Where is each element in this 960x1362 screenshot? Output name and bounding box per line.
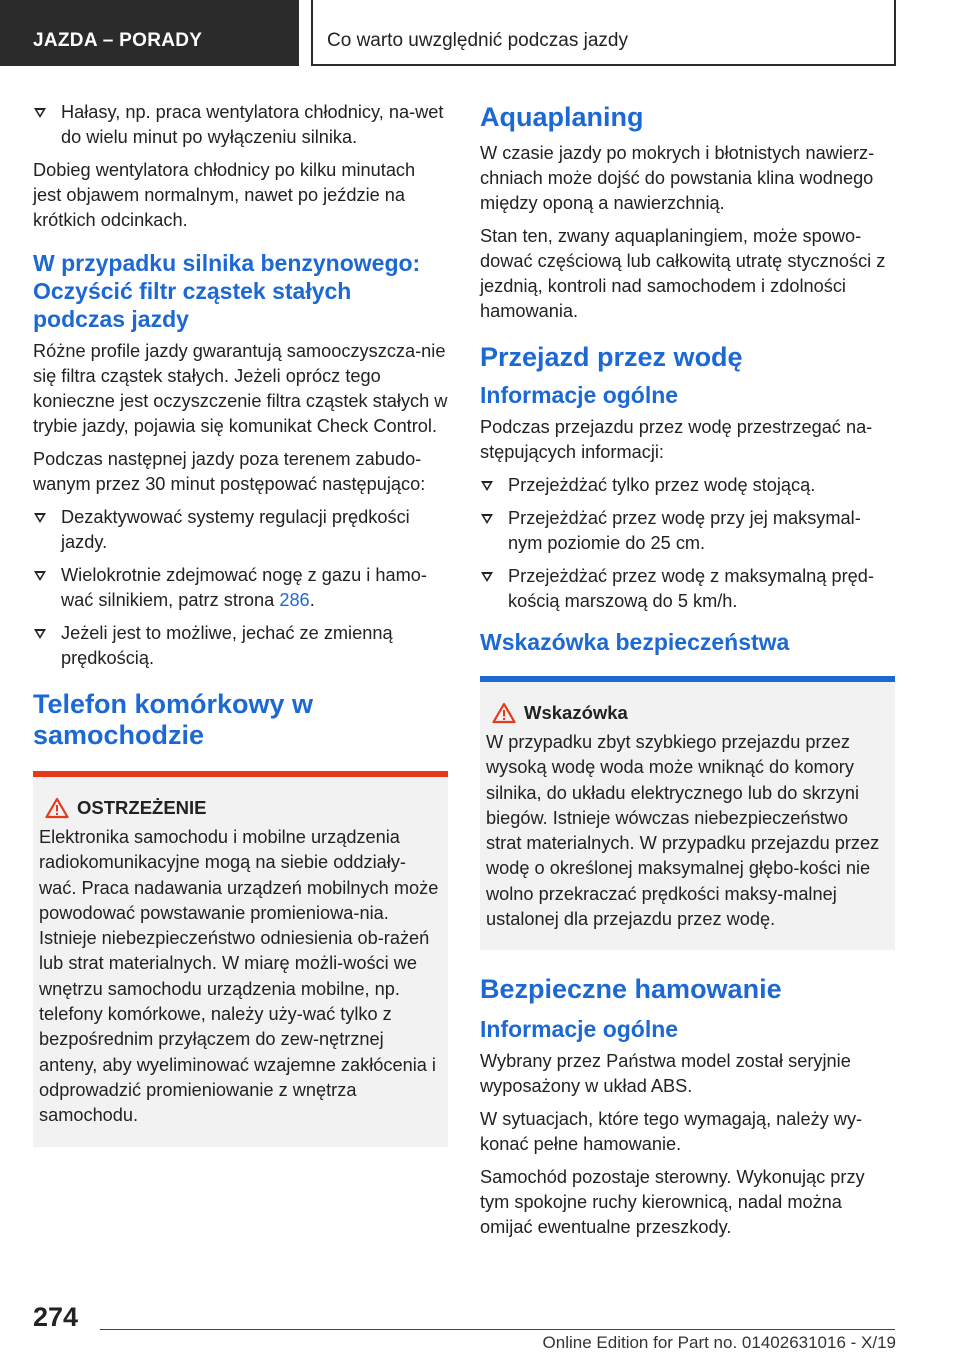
warning-title: OSTRZEŻENIE xyxy=(39,795,440,821)
list-item: Hałasy, np. praca wentylatora chłodnicy, na-wet do wielu minut po wyłączeniu silnika. xyxy=(33,100,448,150)
right-column xyxy=(480,100,895,1248)
chapter-title: Co warto uwzględnić podczas jazdy xyxy=(327,30,628,51)
bullet-triangle-icon xyxy=(481,514,493,524)
note-box xyxy=(480,676,895,950)
note-text: W przypadku zbyt szybkiego przejazdu przez wysoką wodę woda może wniknąć do komory silnika, do układu elektrycznego lub do skrzyni biegów. Istnieje wówczas niebezpieczeństwo strat materialnych. W przypadku przejazdu przez wodę o określonej maksymalnej głębo-kości nie wolno przekraczać prędkości maksy-malnej ustalonej dla przejazdu przez wodę. xyxy=(486,732,880,930)
section-title: JAZDA – PORADY xyxy=(33,30,203,51)
bullet-triangle-icon xyxy=(34,513,46,523)
bullet-triangle-icon xyxy=(34,108,46,118)
warning-triangle-icon xyxy=(45,797,69,819)
heading-mobile-phone: Telefon komórkowy w samochodzie xyxy=(33,689,314,750)
list-item: Dezaktywować systemy regulacji prędkości jazdy. xyxy=(33,505,448,555)
page-link[interactable]: 286 xyxy=(279,590,310,610)
paragraph: W sytuacjach, które tego wymagają, należy wy-konać pełne hamowanie. xyxy=(480,1109,863,1155)
heading-general-info: Informacje ogólne xyxy=(480,382,679,408)
bullet-triangle-icon xyxy=(34,629,46,639)
bullet-triangle-icon xyxy=(481,572,493,582)
heading-water-crossing: Przejazd przez wodę xyxy=(480,342,743,372)
list-item: Przejeżdżać przez wodę przy jej maksymal-nym poziomie do 25 cm. xyxy=(480,506,895,556)
section-tab xyxy=(0,0,299,66)
page-header xyxy=(0,0,960,66)
list-item: Przejeżdżać tylko przez wodę stojącą. xyxy=(480,473,895,498)
heading-particle-filter: W przypadku silnika benzynowego: Oczyścić filtr cząstek stałych podczas jazdy xyxy=(33,250,421,332)
bullet-triangle-icon xyxy=(34,571,46,581)
list-item: Przejeżdżać przez wodę z maksymalną pręd-kością marszową do 5 km/h. xyxy=(480,564,895,614)
paragraph: Wybrany przez Państwa model został seryjnie wyposażony w układ ABS. xyxy=(480,1051,851,1097)
paragraph: Stan ten, zwany aquaplaningiem, może spowo-dować częściową lub całkowitą utratę styczności z jezdnią, kontroli nad samochodem i zdolności hamowania. xyxy=(480,226,886,321)
footer-edition: Online Edition for Part no. 01402631016 - X/19 xyxy=(542,1333,896,1352)
chapter-tab xyxy=(311,0,896,66)
paragraph: W czasie jazdy po mokrych i błotnistych nawierz-chniach może dojść do powstania klina wodnego między oponą a nawierzchnią. xyxy=(480,143,875,213)
paragraph: Różne profile jazdy gwarantują samooczyszcza-nie się filtra cząstek stałych. Jeżeli oprócz tego konieczne jest oczyszczenie filtra cząstek stałych w trybie jazdy, pojawia się komunikat Check Control. xyxy=(33,341,448,436)
footer-divider xyxy=(100,1329,895,1330)
paragraph: Dobieg wentylatora chłodnicy po kilku minutach jest objawem normalnym, nawet po jeździe na krótkich odcinkach. xyxy=(33,160,416,230)
list-item: Wielokrotnie zdejmować nogę z gazu i hamo-wać silnikiem, patrz strona 286. xyxy=(33,563,448,613)
heading-aquaplaning: Aquaplaning xyxy=(480,102,644,132)
paragraph: Podczas przejazdu przez wodę przestrzegać na-stępujących informacji: xyxy=(480,417,873,462)
page-number: 274 xyxy=(33,1302,79,1332)
bullet-triangle-icon xyxy=(481,481,493,491)
warning-text: Elektronika samochodu i mobilne urządzenia radiokomunikacyjne mogą na siebie oddziały-wać. Praca nadawania urządzeń mobilnych może powodować powstawanie promieniowa-nia. Istnieje niebezpieczeństwo odniesienia ob-rażeń lub strat materialnych. W miarę możli-wości we wnętrzu samochodu urządzenia mobilne, np. telefony komórkowe, należy uży-wać tylko z bezpośrednim przyłączem do zew-nętrznej anteny, aby wyeliminować wzajemne zakłócenia i odprowadzić promieniowanie z wnętrza samochodu. xyxy=(39,827,439,1126)
note-title: Wskazówka xyxy=(486,700,887,726)
left-column xyxy=(33,100,448,1147)
heading-safety-note: Wskazówka bezpieczeństwa xyxy=(480,629,790,655)
warning-triangle-icon xyxy=(492,702,516,724)
paragraph: Samochód pozostaje sterowny. Wykonując przy tym spokojne ruchy kierownicą, nadal można omijać ewentualne przeszkody. xyxy=(480,1167,865,1238)
paragraph: Podczas następnej jazdy poza terenem zabudo-wanym przez 30 minut postępować następująco: xyxy=(33,449,426,494)
heading-safe-braking: Bezpieczne hamowanie xyxy=(480,974,782,1005)
list-item: Jeżeli jest to możliwe, jechać ze zmienną prędkością. xyxy=(33,621,448,671)
heading-general-info: Informacje ogólne xyxy=(480,1016,679,1043)
warning-box xyxy=(33,771,448,1147)
